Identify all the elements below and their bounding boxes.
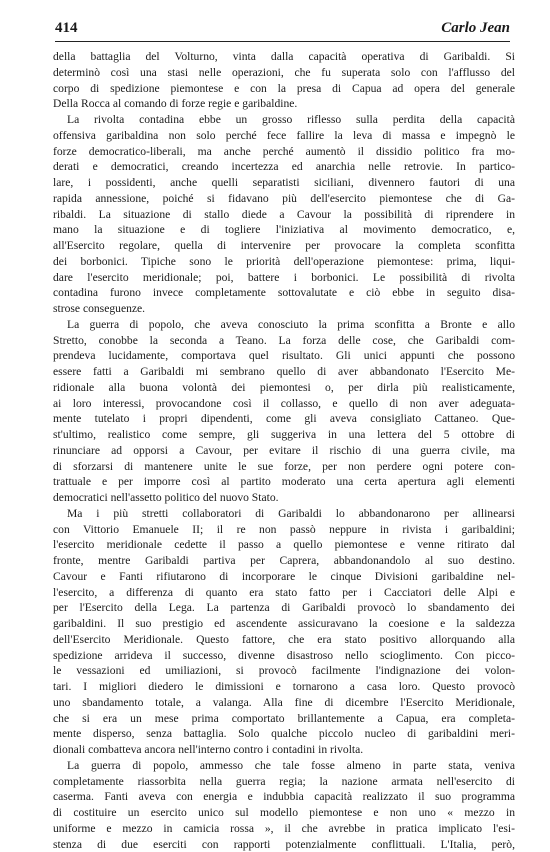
text-line: uno sbandamento totale, a valanga. Alla fine di dicembre l'Esercito Meridionale, (53, 695, 515, 711)
header-rule (55, 41, 510, 42)
text-line: spedizione arrideva il successo, divenne disastroso nello scioglimento. Con picco- (53, 648, 515, 664)
text-line: derati e democratici, creando incertezza ed anarchia nelle retrovie. In partico- (53, 159, 515, 175)
text-line: uniforme e mezzo in camicia rossa », il che avrebbe in pratica implicato l'esi- (53, 821, 515, 837)
text-line: lare, i possidenti, anche quelli separatisti siciliani, divennero fautori di una (53, 175, 515, 191)
text-line: determinò così una stasi nelle operazioni, che fu superata solo con l'afflusso del (53, 65, 515, 81)
text-line: mano la situazione e di togliere l'iniziativa al movimento democratico, e, (53, 222, 515, 238)
text-line: stenza di due eserciti con rapporti potenzialmente conflittuali. L'Italia, però, (53, 837, 515, 852)
text-line: Cavour e Fanti rifiutarono di incorporare le cinque Divisioni garibaldine nel- (53, 569, 515, 585)
text-line: contadina furono invece completamente sottovalutate e ciò ebbe in seguito disa- (53, 285, 515, 301)
text-line: le vessazioni ed umiliazioni, si provocò facilmente l'indignazione dei volon- (53, 663, 515, 679)
page-header (55, 20, 510, 42)
text-line: di costituire un esercito unico sul modello piemontese e non uno « mezzo in (53, 805, 515, 821)
text-line: Stretto, conobbe la seconda a Teano. La forza delle cose, che Garibaldi com- (53, 333, 515, 349)
text-line: Ma i più stretti collaboratori di Garibaldi lo abbandonarono per allinearsi (53, 506, 515, 522)
text-line: completamente riassorbita nella guerra regia; la nazione armata nell'esercito di (53, 774, 515, 790)
running-head-author: Carlo Jean (441, 20, 510, 37)
text-line: che si era un mese prima comportato brillantemente a Capua, era completa- (53, 711, 515, 727)
text-line: l'esercito, a differenza di quanto era stato fatto per i Cacciatori delle Alpi e (53, 585, 515, 601)
text-line: ribaldi. La situazione di stallo diede a Cavour la possibilità di riprendere in (53, 207, 515, 223)
text-line: democratici nell'assetto politico del nuovo Stato. (53, 490, 515, 506)
text-line: La guerra di popolo, che aveva conosciuto la prima sconfitta a Bronte e allo (53, 317, 515, 333)
text-line: prendeva lucidamente, comportava quel risultato. Gli unici appunti che possono (53, 348, 515, 364)
text-line: essere fatti a Garibaldi mi sembrano quello di aver abbandonato l'Esercito Me- (53, 364, 515, 380)
text-line: st'ultimo, realistico come sempre, gli suggeriva in una lettera del 5 ottobre di (53, 427, 515, 443)
text-line: Della Rocca al comando di forze regie e garibaldine. (53, 96, 515, 112)
text-line: trattuale e per imporre così al partito moderato una certa apertura agli elementi (53, 474, 515, 490)
text-line: rinunciare ad opporsi a Cavour, per evitare il rischio di una guerra civile, ma (53, 443, 515, 459)
text-line: dell'Esercito Meridionale. Questo fattore, che era stato positivo allorquando alla (53, 632, 515, 648)
text-line: per l'Esercito della Lega. La partenza di Garibaldi provocò lo sbandamento dei (53, 600, 515, 616)
text-line: forze democratico-liberali, ma anche perché aumentò il dissidio politico fra mo- (53, 144, 515, 160)
text-line: all'Esercito regolare, quella di intervenire per provocare la completa sconfitta (53, 238, 515, 254)
text-line: ai loro interessi, provocandone così il collasso, e quello di non aver adeguata- (53, 396, 515, 412)
text-line: mente disperso, senza battaglia. Solo qualche piccolo nucleo di garibaldini meri- (53, 726, 515, 742)
text-line: della battaglia del Volturno, vinta dalla capacità operativa di Garibaldi. Si (53, 49, 515, 65)
text-line: tari. I migliori diedero le dimissioni e tornarono a casa loro. Questo provocò (53, 679, 515, 695)
text-line: dei borbonici. Tipiche sono le priorità dell'operazione piemontese: prima, liqui- (53, 254, 515, 270)
text-line: l'esercito meridionale cedette il passo a quello piemontese e venne ritirato dal (53, 537, 515, 553)
text-line: La rivolta contadina ebbe un grosso riflesso sulla perdita della capacità (53, 112, 515, 128)
page-number: 414 (55, 20, 78, 37)
body-text (53, 49, 515, 852)
text-line: garibaldini. Il suo prestigio ed ascendente assicuravano la coesione e la saldezza (53, 616, 515, 632)
text-line: caserma. Fanti aveva con energia e indubbia capacità realizzato il suo programma (53, 789, 515, 805)
text-line: con Vittorio Emanuele II; il re non passò neppure in rivista i garibaldini; (53, 522, 515, 538)
text-line: dionali combatteva ancora nell'interno contro i contadini in rivolta. (53, 742, 515, 758)
text-line: strose conseguenze. (53, 301, 515, 317)
text-line: fronte, mentre Garibaldi partiva per Caprera, abbandonandolo al suo destino. (53, 553, 515, 569)
text-line: dare l'esercito meridionale; poi, battere i borbonici. Le possibilità di rivolta (53, 270, 515, 286)
text-line: rapida annessione, poiché si fidavano più dell'esercito piemontese che di Ga- (53, 191, 515, 207)
text-line: di sforzarsi di mantenere unite le sue forze, per non perdere ogni potere con- (53, 459, 515, 475)
text-line: ridionale alla buona volontà dei piemontesi o, per dirla più realisticamente, (53, 380, 515, 396)
text-line: La guerra di popolo, ammesso che tale fosse almeno in parte stata, veniva (53, 758, 515, 774)
text-line: mente tutelato i propri dipendenti, come gli aveva consigliato Cattaneo. Que- (53, 411, 515, 427)
text-line: corpo di spedizione piemontese e con la presa di Capua ad opera del generale (53, 81, 515, 97)
text-line: offensiva garibaldina non solo perché fece fallire la leva di massa e impegnò le (53, 128, 515, 144)
